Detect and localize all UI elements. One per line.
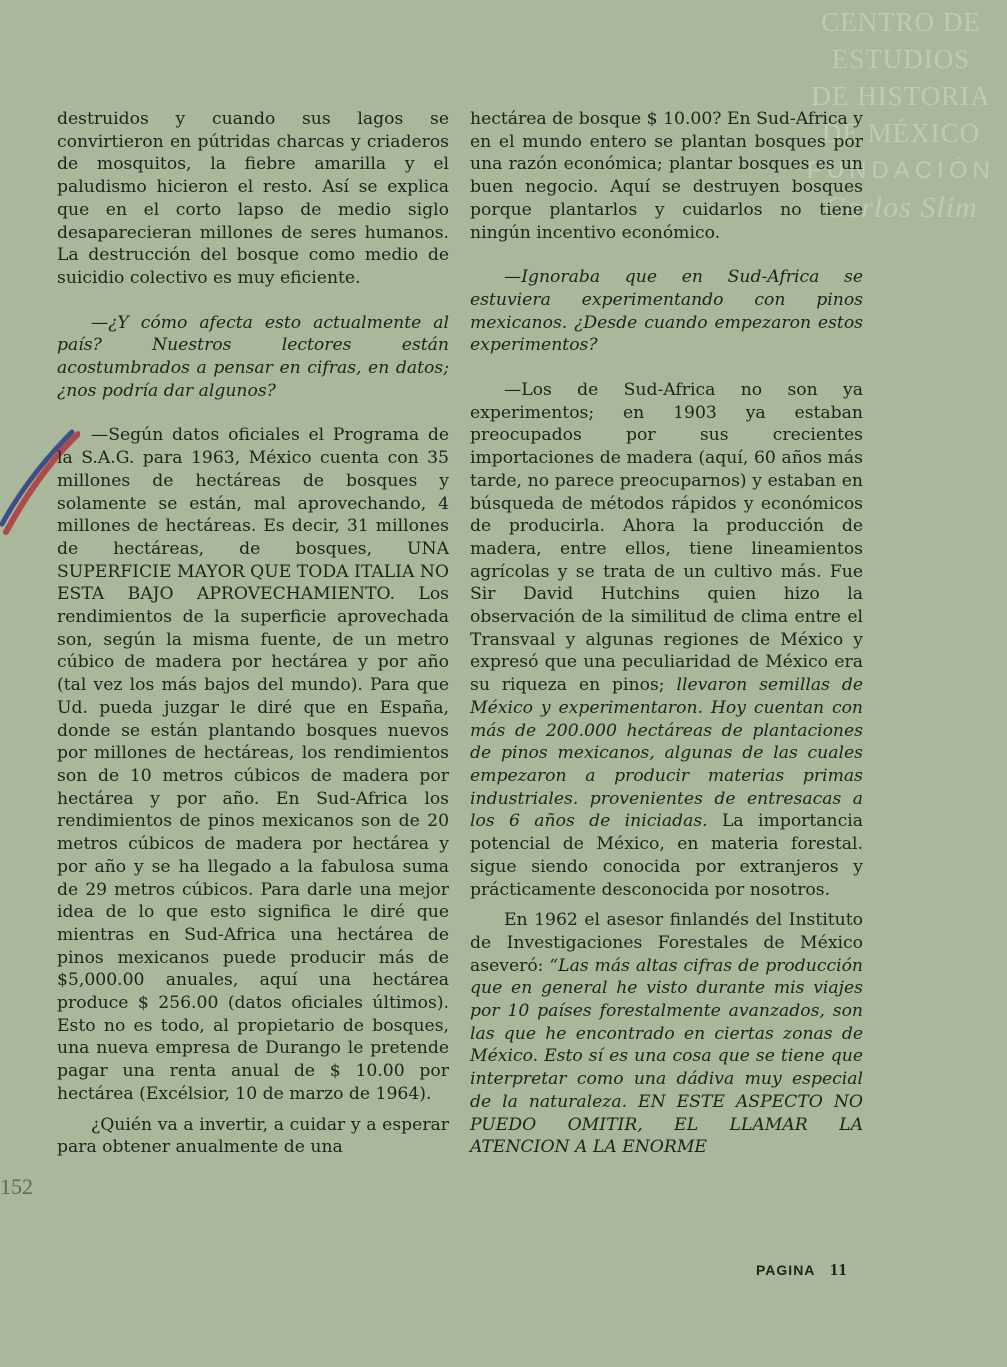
watermark-line: CENTRO DE — [821, 7, 981, 37]
watermark-line: DE HISTORIA — [811, 81, 991, 111]
quotation-text: “Las más altas cifras de producción que en general he visto durante mis viajes por 10 países forestalmente avanzados, son las que he encontrado en ciertas zonas de México. Esto sí es una cosa que se tiene que interpretar como una dádiva muy especial de la naturaleza. EN ESTE ASPECTO NO PUEDO OMITIR, EL LLAMAR LA ATENCION A LA ENORME — [470, 955, 863, 1158]
paragraph: hectárea de bosque $ 10.00? En Sud-Africa y en el mundo entero se plantan bosques por una razón económica; plantar bosques es un buen negocio. Aquí se destruyen bosques porque plantarlos y cuidarlos no tiene ningún incentivo económico. — [470, 109, 863, 243]
paragraph — [470, 379, 863, 901]
paragraph-text: La importancia potencial de México, en materia forestal. sigue siendo conocida por extranjeros y prácticamente desconocida por nosotros. — [470, 811, 863, 900]
interview-question: —Ignoraba que en Sud-Africa se estuviera experimentando con pinos mexicanos. ¿Desde cuando empezaron estos experimentos? — [470, 267, 863, 356]
paragraph-italic-text: llevaron semillas de México y experimentaron. Hoy cuentan con más de 200.000 hectáreas de plantaciones de pinos mexicanos, algunas de las cuales empezaron a producir materias primas industriales. provenientes de entresacas a los 6 años de iniciadas. — [470, 675, 863, 832]
page-number — [756, 1260, 848, 1280]
watermark-line: DE MÉXICO — [821, 118, 981, 148]
paragraph-text: En 1962 el asesor finlandés del Instituto de Investigaciones Forestales de México aseveró: — [470, 910, 863, 976]
watermark-line: ESTUDIOS — [831, 44, 971, 74]
paragraph — [470, 909, 863, 1159]
article-right-column — [470, 108, 863, 1159]
paragraph-text: —Los de Sud-Africa no son ya experimentos; en 1903 ya estaban preocupados por sus crecientes importaciones de madera (aquí, 60 años más tarde, no parece preocuparnos) y estaban en búsqueda de métodos rápidos y económicos de producirla. Ahora la producción de madera, entre ellos, tiene lineamientos agrícolas y se trata de un cultivo más. Fue Sir David Hutchins quien hizo la observación de la similitud de clima entre el Transvaal y algunas regiones de México y expresó que una peculiaridad de México era su riqueza en pinos; — [470, 380, 863, 696]
interview-question: —¿Y cómo afecta esto actualmente al país? Nuestros lectores están acostumbrados a pensar en cifras, en datos; ¿nos podría dar algunos? — [57, 312, 449, 401]
page-number-value: 11 — [829, 1260, 848, 1279]
watermark-line: FUNDACIÓN — [807, 157, 995, 184]
paragraph — [57, 108, 449, 290]
paragraph: —Según datos oficiales el Programa de la S.A.G. para 1963, México cuenta con 35 millones de hectáreas de bosques y solamente se están, mal aprovechando, 4 millones de hectáreas. Es decir, 31 millones de hectáreas, de bosques, UNA SUPERFICIE MAYOR QUE TODA ITALIA NO ESTA BAJO APROVECHAMIENTO. Los rendimientos de la superficie aprovechada son, según la misma fuente, de un metro cúbico de madera por hectárea y por año (tal vez los más bajos del mundo). Para que Ud. pueda juzgar le diré que en España, donde se están plantando bosques nuevos por millones de hectáreas, los rendimientos son de 10 metros cúbicos de madera por hectárea y por año. En Sud-Africa los rendimientos de pinos mexicanos son de 20 metros cúbicos de madera por hectárea y por año y se ha llegado a la fabulosa suma de 29 metros cúbicos. Para darle una mejor idea de lo que esto significa le diré que mientras en Sud-Africa una hectárea de pinos mexicanos puede producir más de $5,000.00 anuales, aquí una hectárea produce $ 256.00 (datos oficiales últimos). Esto no es todo, al propietario de bosques, una nueva empresa de Durango le pretende pagar una renta anual de $ 10.00 por hectárea (Excélsior, 10 de marzo de 1964). — [57, 425, 449, 1104]
paragraph: ¿Quién va a invertir, a cuidar y a esperar para obtener anualmente de una — [57, 1114, 449, 1158]
paragraph-text: destruidos y cuando sus lagos se convirtieron en pútridas charcas y criaderos de mosquitos, la fiebre amarilla y el paludismo hicieron el resto. Así se explica que en el corto lapso de medio siglo desaparecieran millones de seres humanos. La destrucción del bosque como medio de suicidio colectivo es muy eficiente. — [57, 109, 449, 288]
watermark-signature: Carlos Slim — [824, 191, 978, 224]
page-label: PAGINA — [756, 1262, 815, 1278]
margin-stamp: 152 — [0, 1174, 33, 1199]
article-left-column — [57, 108, 449, 1159]
